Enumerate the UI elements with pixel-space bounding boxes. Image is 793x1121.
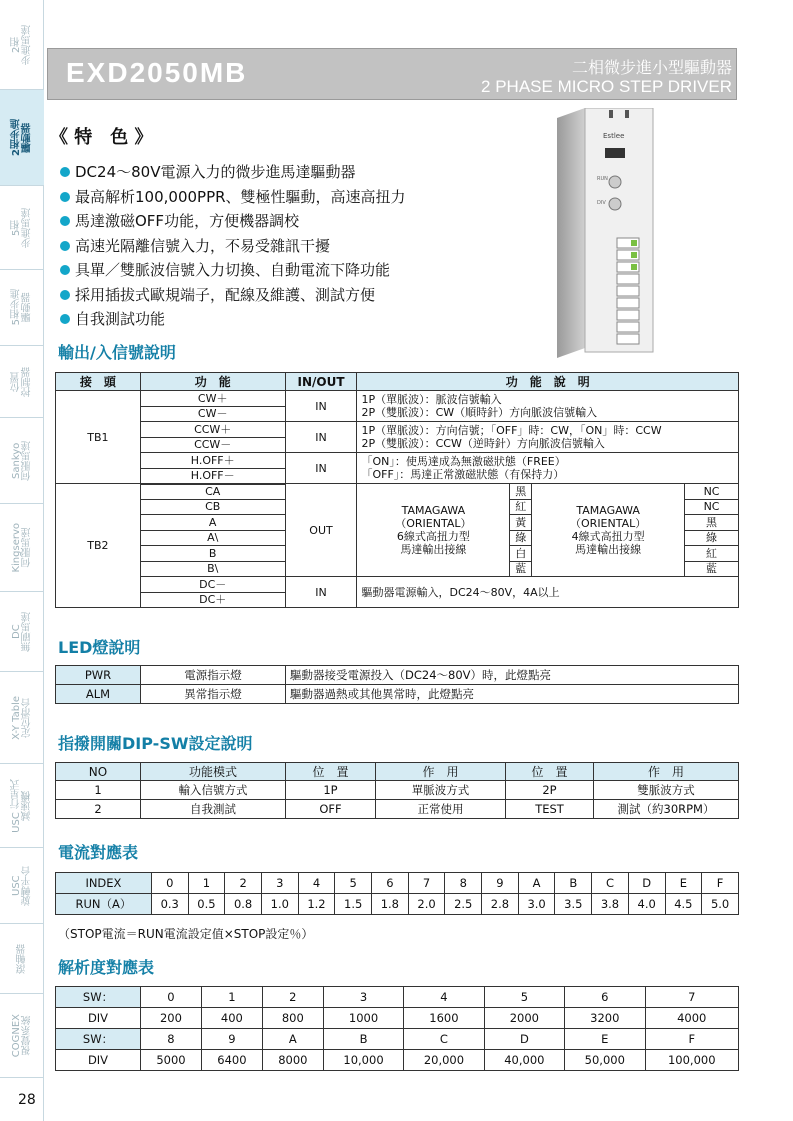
- value-cell: 800: [262, 1008, 323, 1029]
- wire-color-cell: 黑: [685, 515, 739, 531]
- value-cell: 0.8: [225, 894, 262, 915]
- wire-color-cell: 白: [510, 546, 532, 562]
- function-cell: CA: [140, 484, 285, 500]
- table-header-row: [56, 373, 739, 391]
- desc-cell: [357, 391, 739, 422]
- row-label-cell: SW：: [56, 987, 141, 1008]
- tab-position-controller[interactable]: 位置 控制器: [0, 346, 44, 418]
- function-cell: A: [140, 515, 285, 531]
- stop-current-note: （STOP電流＝RUN電流設定值×STOP設定％）: [58, 927, 314, 941]
- row-label-cell: SW：: [56, 1029, 141, 1050]
- bullet-icon: [60, 192, 70, 202]
- function-cell: H.OFF－: [140, 468, 285, 484]
- led-function: 電源指示燈: [141, 666, 286, 685]
- function-cell: B: [140, 546, 285, 562]
- tab-usc-rotary[interactable]: USC 旋轉平台: [0, 848, 44, 924]
- value-cell: 0: [151, 873, 188, 894]
- feature-list: [60, 160, 406, 332]
- table-row: [56, 391, 739, 407]
- value-cell: 9: [482, 873, 519, 894]
- dip-switch-table: [55, 762, 739, 819]
- value-cell: 4: [404, 987, 484, 1008]
- dip-cell: 正常使用: [376, 800, 506, 819]
- resolution-section-title: 解析度對應表: [58, 958, 155, 977]
- value-cell: 6400: [201, 1050, 262, 1071]
- value-cell: 2000: [484, 1008, 564, 1029]
- value-cell: 0: [141, 987, 202, 1008]
- desc-line: （ORIENTAL）: [570, 517, 647, 530]
- value-cell: 1: [188, 873, 225, 894]
- dip-cell: 單脈波方式: [376, 781, 506, 800]
- model-name: EXD2050MB: [66, 57, 248, 88]
- wire-color-cell: NC: [685, 484, 739, 500]
- function-cell: DC－: [140, 577, 285, 593]
- value-cell: 200: [141, 1008, 202, 1029]
- io-dir-cell: IN: [285, 391, 357, 422]
- desc-line: 馬達輸出接線: [400, 543, 467, 556]
- tab-5phase-driver[interactable]: 5相步進 驅動器: [0, 270, 44, 346]
- table-row: [56, 1050, 739, 1071]
- desc-line: 1P（單脈波）：脈波信號輸入: [361, 393, 502, 406]
- value-cell: 4.0: [628, 894, 665, 915]
- value-cell: 5000: [141, 1050, 202, 1071]
- value-cell: 4: [298, 873, 335, 894]
- col-header: 位 置: [506, 763, 594, 781]
- led-name: PWR: [56, 666, 141, 685]
- function-cell: CW－: [140, 406, 285, 422]
- value-cell: 1.5: [335, 894, 372, 915]
- value-cell: D: [484, 1029, 564, 1050]
- io-signal-table: [55, 372, 739, 608]
- wire-color-cell: 綠: [510, 530, 532, 546]
- led-function: 異常指示燈: [141, 685, 286, 704]
- bullet-icon: [60, 314, 70, 324]
- dip-cell: 1P: [286, 781, 376, 800]
- tab-2phase-motor[interactable]: 2相 步進馬達: [0, 0, 44, 90]
- feature-item: DC24～80V電源入力的微步進馬達驅動器: [60, 160, 406, 185]
- table-row: [56, 781, 739, 800]
- value-cell: C: [404, 1029, 484, 1050]
- value-cell: 2: [225, 873, 262, 894]
- value-cell: 3.8: [592, 894, 629, 915]
- col-header: 位 置: [286, 763, 376, 781]
- resolution-table: [55, 986, 739, 1071]
- led-desc: 驅動器過熱或其他異常時，此燈點亮: [286, 685, 739, 704]
- row-label-cell: RUN（A）: [56, 894, 152, 915]
- col-header: NO: [56, 763, 141, 781]
- tab-2phase-driver[interactable]: 2相步進 驅動器: [0, 90, 44, 186]
- col-header: 接 頭: [56, 373, 141, 391]
- bullet-icon: [60, 290, 70, 300]
- col-header: 作 用: [594, 763, 739, 781]
- wire-color-cell: 綠: [685, 530, 739, 546]
- io-section-title: 輸出/入信號說明: [58, 343, 176, 362]
- value-cell: 3200: [565, 1008, 645, 1029]
- wire-color-cell: 藍: [510, 561, 532, 577]
- desc-line: 2P（雙脈波）：CW（順時針）方向脈波信號輸入: [361, 406, 598, 419]
- value-cell: F: [702, 873, 739, 894]
- function-cell: CB: [140, 499, 285, 515]
- dip-cell: 2: [56, 800, 141, 819]
- value-cell: C: [592, 873, 629, 894]
- desc-line: TAMAGAWA: [401, 504, 466, 517]
- value-cell: B: [323, 1029, 403, 1050]
- value-cell: 50,000: [565, 1050, 645, 1071]
- value-cell: 7: [645, 987, 739, 1008]
- value-cell: 10,000: [323, 1050, 403, 1071]
- value-cell: 3.0: [518, 894, 555, 915]
- value-cell: 3: [261, 873, 298, 894]
- row-label-cell: INDEX: [56, 873, 152, 894]
- wire-color-cell: 黑: [510, 484, 532, 500]
- table-row: [56, 1008, 739, 1029]
- value-cell: 5.0: [702, 894, 739, 915]
- value-cell: 0.3: [151, 894, 188, 915]
- io-dir-cell: IN: [285, 577, 357, 608]
- value-cell: 100,000: [645, 1050, 739, 1071]
- value-cell: 4.5: [665, 894, 702, 915]
- function-cell: B\: [140, 561, 285, 577]
- features-heading: 《 特 色 》: [50, 127, 153, 148]
- desc-line: （ORIENTAL）: [395, 517, 472, 530]
- desc-line: 馬達輸出接線: [575, 543, 642, 556]
- table-row: [56, 453, 739, 469]
- value-cell: B: [555, 873, 592, 894]
- desc-line: 4線式高扭力型: [571, 530, 645, 543]
- table-row: [56, 987, 739, 1008]
- desc-cell: [357, 422, 739, 453]
- table-row: [56, 685, 739, 704]
- side-nav: [0, 0, 44, 1121]
- value-cell: A: [262, 1029, 323, 1050]
- value-cell: 0.5: [188, 894, 225, 915]
- current-table: [55, 872, 739, 915]
- bullet-icon: [60, 265, 70, 275]
- feature-item: 馬達激磁OFF功能，方便機器調校: [60, 209, 406, 234]
- col-header: 作 用: [376, 763, 506, 781]
- feature-item: 採用插拔式歐規端子，配線及維護、測試方便: [60, 283, 406, 308]
- value-cell: 4000: [645, 1008, 739, 1029]
- wire-color-cell: NC: [685, 499, 739, 515]
- desc-line: 「OFF」：馬達正常激磁狀態（有保持力）: [361, 468, 565, 481]
- col-header: 功能模式: [141, 763, 286, 781]
- value-cell: 400: [201, 1008, 262, 1029]
- wire-color-cell: 紅: [685, 546, 739, 562]
- feature-item: 自我測試功能: [60, 307, 406, 332]
- wire-color-cell: 黃: [510, 515, 532, 531]
- value-cell: 1600: [404, 1008, 484, 1029]
- tab-dc-brushless[interactable]: DC 無刷馬達: [0, 592, 44, 672]
- bullet-icon: [60, 167, 70, 177]
- value-cell: 9: [201, 1029, 262, 1050]
- table-header-row: [56, 763, 739, 781]
- desc-line: 6線式高扭力型: [396, 530, 470, 543]
- table-row: [56, 484, 739, 500]
- feature-item: 具單／雙脈波信號入力切換、自動電流下降功能: [60, 258, 406, 283]
- table-row: [56, 873, 739, 894]
- function-cell: A\: [140, 530, 285, 546]
- dip-cell: 雙脈波方式: [594, 781, 739, 800]
- dip-cell: 1: [56, 781, 141, 800]
- row-label-cell: DIV: [56, 1008, 141, 1029]
- dip-cell: 輸入信號方式: [141, 781, 286, 800]
- led-name: ALM: [56, 685, 141, 704]
- dip-section-title: 指撥開關DIP-SW設定說明: [58, 734, 253, 753]
- desc-cell: 驅動器電源輸入，DC24～80V，4A以上: [357, 577, 739, 608]
- io-dir-cell: IN: [285, 453, 357, 484]
- dip-cell: TEST: [506, 800, 594, 819]
- value-cell: D: [628, 873, 665, 894]
- value-cell: 20,000: [404, 1050, 484, 1071]
- led-section-title: LED燈說明: [58, 638, 141, 657]
- title-banner: [47, 48, 737, 100]
- value-cell: 1.2: [298, 894, 335, 915]
- product-led-div: DIV: [597, 200, 606, 206]
- current-section-title: 電流對應表: [58, 843, 139, 862]
- tab-cognex[interactable]: COGNEX 視覺系統: [0, 994, 44, 1078]
- tab-roller[interactable]: 滾軸器: [0, 924, 44, 994]
- value-cell: 2.0: [408, 894, 445, 915]
- table-row: [56, 577, 739, 593]
- product-brand: Estlee: [603, 132, 625, 140]
- connector-tb2: TB2: [56, 484, 141, 608]
- table-row: [56, 666, 739, 685]
- value-cell: 8: [141, 1029, 202, 1050]
- function-cell: CCW－: [140, 437, 285, 453]
- value-cell: 5: [484, 987, 564, 1008]
- value-cell: F: [645, 1029, 739, 1050]
- led-table: [55, 665, 739, 704]
- feature-item: 最高解析100,000PPR、雙極性驅動，高速高扭力: [60, 185, 406, 210]
- function-cell: CW＋: [140, 391, 285, 407]
- io-dir-cell: OUT: [285, 484, 357, 577]
- value-cell: E: [565, 1029, 645, 1050]
- table-row: [56, 1029, 739, 1050]
- value-cell: 8000: [262, 1050, 323, 1071]
- tab-sankyo-servo[interactable]: Sankyo 伺服馬達: [0, 418, 44, 504]
- title-chinese: 二相微步進小型驅動器: [571, 58, 732, 77]
- wire-color-cell: 紅: [510, 499, 532, 515]
- desc-line: 「ON」：使馬達成為無激磁狀態（FREE）: [361, 455, 566, 468]
- product-led-run: RUN: [597, 176, 608, 182]
- value-cell: 7: [408, 873, 445, 894]
- io-dir-cell: IN: [285, 422, 357, 453]
- desc-line: 2P（雙脈波）：CCW（逆時針）方向脈波信號輸入: [361, 437, 605, 450]
- driver-product-image: [557, 108, 655, 368]
- value-cell: 1.8: [372, 894, 409, 915]
- tab-kingservo[interactable]: Kingservo 伺服馬達: [0, 504, 44, 592]
- bullet-icon: [60, 241, 70, 251]
- value-cell: 40,000: [484, 1050, 564, 1071]
- value-cell: A: [518, 873, 555, 894]
- dip-cell: OFF: [286, 800, 376, 819]
- bullet-icon: [60, 216, 70, 226]
- tab-5phase-motor[interactable]: 5相 步進馬達: [0, 186, 44, 270]
- value-cell: 8: [445, 873, 482, 894]
- dip-cell: 自我測試: [141, 800, 286, 819]
- table-row: [56, 422, 739, 438]
- value-cell: 5: [335, 873, 372, 894]
- function-cell: CCW＋: [140, 422, 285, 438]
- value-cell: 6: [372, 873, 409, 894]
- value-cell: 1000: [323, 1008, 403, 1029]
- connector-tb1: TB1: [56, 391, 141, 484]
- function-cell: H.OFF＋: [140, 453, 285, 469]
- value-cell: 3: [323, 987, 403, 1008]
- table-row: [56, 894, 739, 915]
- title-english: 2 PHASE MICRO STEP DRIVER: [481, 77, 732, 96]
- col-header: 功 能 說 明: [357, 373, 739, 391]
- dip-cell: 2P: [506, 781, 594, 800]
- value-cell: 1.0: [261, 894, 298, 915]
- desc-line: TAMAGAWA: [576, 504, 640, 517]
- col-header: 功 能: [140, 373, 285, 391]
- value-cell: E: [665, 873, 702, 894]
- desc-cell: [357, 453, 739, 484]
- row-label-cell: DIV: [56, 1050, 141, 1071]
- value-cell: 2: [262, 987, 323, 1008]
- value-cell: 2.5: [445, 894, 482, 915]
- function-cell: DC＋: [140, 592, 285, 608]
- tab-xy-table[interactable]: X-Y Table 定位滑台: [0, 672, 44, 764]
- motor-4wire-cell: [532, 484, 685, 577]
- value-cell: 1: [201, 987, 262, 1008]
- page-number: 28: [18, 1092, 36, 1108]
- desc-line: 1P（單脈波）：方向信號；「OFF」時：CW，「ON」時：CCW: [361, 424, 662, 437]
- col-header: IN/OUT: [285, 373, 357, 391]
- dip-cell: 測試（約30RPM）: [594, 800, 739, 819]
- value-cell: 6: [565, 987, 645, 1008]
- value-cell: 3.5: [555, 894, 592, 915]
- wire-color-cell: 藍: [685, 561, 739, 577]
- feature-item: 高速光隔離信號入力，不易受雜訊干擾: [60, 234, 406, 259]
- tab-usc-reducer[interactable]: USC 行星式 減速機: [0, 764, 44, 848]
- table-row: [56, 800, 739, 819]
- value-cell: 2.8: [482, 894, 519, 915]
- motor-6wire-cell: [357, 484, 510, 577]
- led-desc: 驅動器接受電源投入（DC24～80V）時，此燈點亮: [286, 666, 739, 685]
